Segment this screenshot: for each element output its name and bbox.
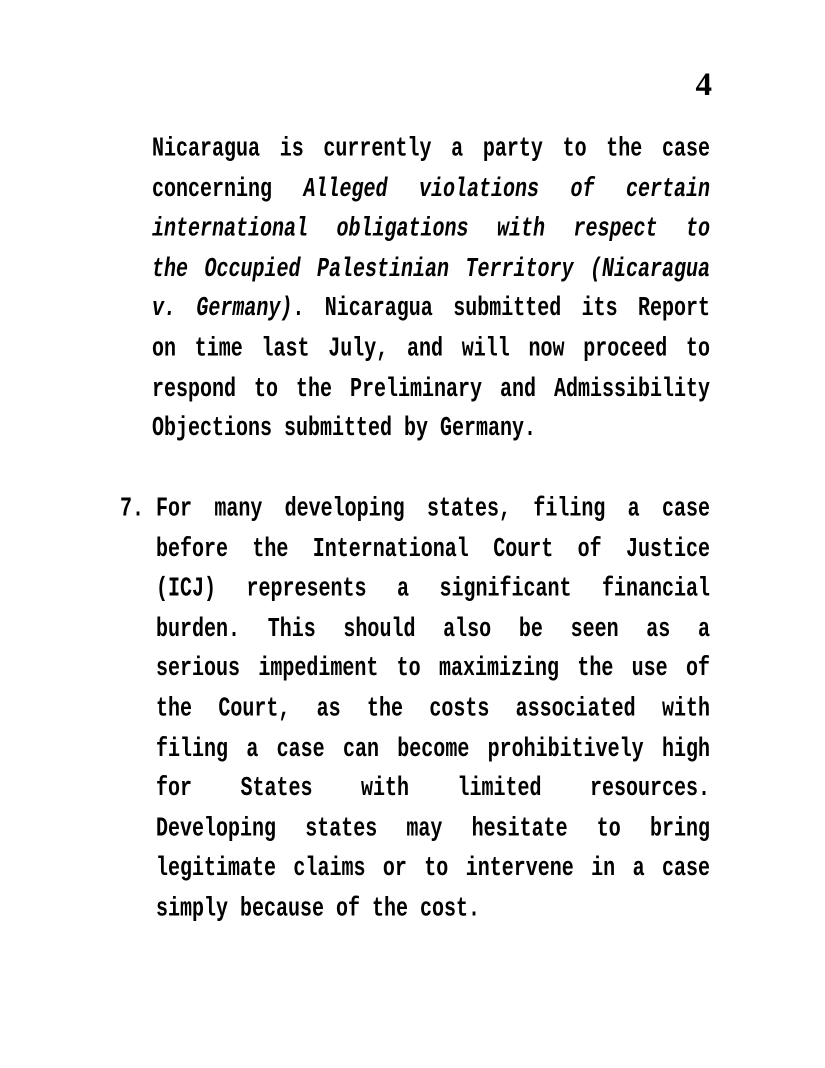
text-line: [152, 330, 710, 370]
text-segment: Developing states may hesitate to bring: [156, 813, 710, 845]
list-number: 7.: [120, 494, 145, 526]
text-line: [120, 490, 710, 530]
text-line: [120, 570, 710, 610]
text-segment: filing a case can become prohibitively high: [156, 733, 710, 765]
paragraph-7: [120, 490, 710, 929]
text-segment: serious impediment to maximizing the use of: [156, 653, 710, 685]
text-segment: simply because of the cost.: [156, 893, 481, 925]
text-line: [120, 610, 710, 650]
text-segment: Objections submitted by Germany.: [152, 413, 537, 445]
case-title-italic: v. Germany): [152, 293, 293, 325]
text-segment: for States with limited resources.: [156, 773, 710, 805]
text-line: [120, 530, 710, 570]
text-line: [152, 170, 710, 210]
text-line: [152, 250, 710, 290]
text-line: [152, 210, 710, 250]
text-segment: respond to the Preliminary and Admissibility: [152, 373, 710, 405]
text-segment: For many developing states, filing a case: [156, 494, 710, 526]
text-line: [120, 730, 710, 770]
text-line: [120, 810, 710, 850]
text-line: [120, 890, 710, 930]
text-segment: . Nicaragua submitted its Report: [292, 293, 710, 325]
page-number: 4: [695, 67, 712, 103]
case-title-italic: Alleged violations of certain: [303, 174, 710, 206]
text-line: [152, 410, 710, 450]
text-line: [152, 290, 710, 330]
text-line: [152, 370, 710, 410]
text-segment: on time last July, and will now proceed to: [152, 333, 710, 365]
text-segment: (ICJ) represents a significant financial: [156, 573, 710, 606]
text-line: [152, 130, 710, 170]
text-segment: burden. This should also be seen as a: [156, 613, 710, 645]
text-segment: Nicaragua is currently a party to the case: [152, 134, 710, 166]
case-title-italic: international obligations with respect to: [152, 213, 710, 246]
text-segment: the Court, as the costs associated with: [156, 693, 710, 725]
text-line: [120, 690, 710, 730]
paragraph-continuation: [152, 130, 710, 450]
text-line: [120, 650, 710, 690]
text-segment: legitimate claims or to intervene in a case: [156, 853, 710, 885]
text-line: [120, 770, 710, 810]
text-line: [120, 850, 710, 890]
text-segment: before the International Court of Justice: [156, 534, 710, 566]
case-title-italic: the Occupied Palestinian Territory (Nicaragua: [152, 253, 710, 285]
text-segment: concerning: [152, 174, 304, 206]
